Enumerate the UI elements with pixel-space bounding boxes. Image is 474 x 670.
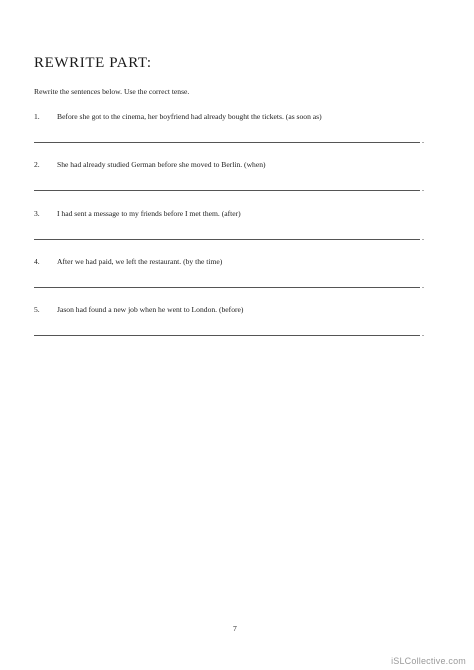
- exercise-5: [34, 305, 434, 345]
- answer-end-mark: .: [422, 233, 424, 242]
- page-number: 7: [233, 624, 237, 633]
- answer-line[interactable]: [34, 287, 420, 288]
- exercise-sentence: I had sent a message to my friends before I met them. (after): [57, 209, 241, 218]
- exercise-3: [34, 209, 434, 249]
- exercise-sentence: She had already studied German before she moved to Berlin. (when): [57, 160, 266, 169]
- worksheet-instruction: Rewrite the sentences below. Use the correct tense.: [34, 87, 190, 96]
- exercise-4: [34, 257, 434, 297]
- watermark-logo: iSLCollective.com: [391, 656, 466, 666]
- exercise-number: 5.: [34, 305, 40, 314]
- exercise-sentence: Jason had found a new job when he went to London. (before): [57, 305, 244, 314]
- exercise-number: 3.: [34, 209, 40, 218]
- exercise-sentence: After we had paid, we left the restaurant. (by the time): [57, 257, 223, 266]
- answer-end-mark: .: [422, 281, 424, 290]
- exercise-number: 2.: [34, 160, 40, 169]
- answer-line[interactable]: [34, 142, 420, 143]
- answer-end-mark: .: [422, 136, 424, 145]
- answer-line[interactable]: [34, 190, 420, 191]
- answer-end-mark: .: [422, 329, 424, 338]
- answer-line[interactable]: [34, 335, 420, 336]
- exercise-number: 1.: [34, 112, 40, 121]
- exercise-2: [34, 160, 434, 200]
- answer-end-mark: .: [422, 184, 424, 193]
- exercise-number: 4.: [34, 257, 40, 266]
- exercise-1: [34, 112, 434, 152]
- exercise-sentence: Before she got to the cinema, her boyfriend had already bought the tickets. (as soon as): [57, 112, 322, 121]
- answer-line[interactable]: [34, 239, 420, 240]
- worksheet-heading: REWRITE PART:: [34, 55, 152, 71]
